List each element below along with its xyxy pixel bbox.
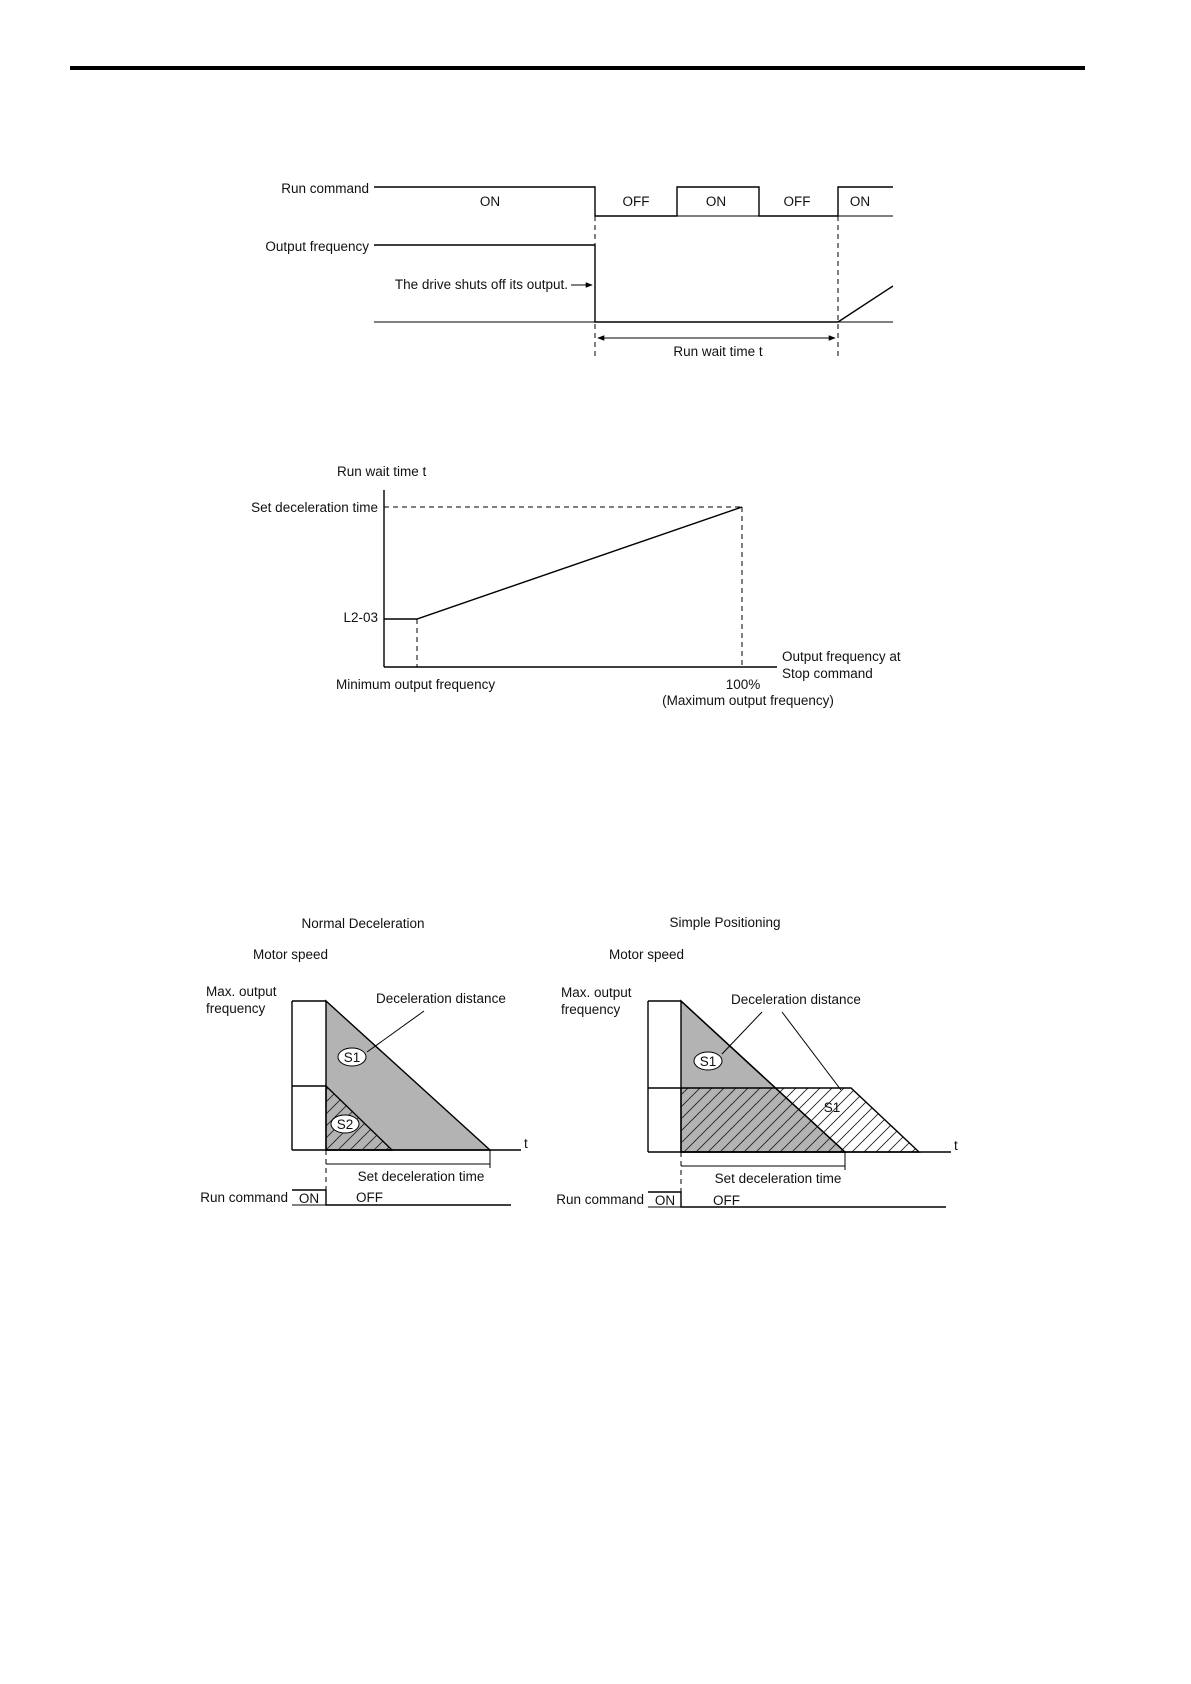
figure-run-wait-graph (251, 464, 901, 708)
figure-run-wait-timing (265, 181, 893, 359)
run-command-label: Run command (281, 181, 369, 196)
simple-max-label-line1: Max. output (561, 985, 632, 1000)
simple-span-label: Set deceleration time (714, 1171, 842, 1186)
simple-run-label: Run command (556, 1192, 644, 1207)
normal-y-axis-label: Motor speed (253, 947, 329, 962)
simple-t-label: t (954, 1138, 958, 1153)
y-axis-label: Run wait time t (337, 464, 427, 479)
segment-on-2: ON (705, 194, 727, 209)
output-frequency-label: Output frequency (265, 239, 369, 254)
simple-callout-leader-2 (782, 1012, 841, 1090)
normal-run-signal (292, 1190, 511, 1205)
output-frequency-ramp (838, 286, 893, 322)
normal-t-label: t (524, 1136, 528, 1151)
normal-span-label: Set deceleration time (357, 1169, 485, 1184)
simple-s1-label-top: S1 (699, 1054, 717, 1069)
segment-on-1: ON (479, 194, 501, 209)
y-low-tick-label: L2-03 (343, 610, 378, 625)
segment-off-2: OFF (783, 194, 811, 209)
simple-hatched-area (681, 1088, 919, 1152)
simple-run-off: OFF (713, 1193, 740, 1208)
simple-run-on: ON (654, 1193, 676, 1208)
simple-run-signal (648, 1192, 946, 1207)
x-max-note: (Maximum output frequency) (662, 693, 834, 708)
run-wait-label: Run wait time t (673, 344, 763, 359)
normal-s2-label: S2 (336, 1117, 354, 1132)
normal-run-label: Run command (200, 1190, 288, 1205)
normal-run-on: ON (298, 1191, 320, 1206)
figure-simple-positioning (556, 915, 958, 1208)
x-max-tick-label: 100% (725, 677, 761, 692)
normal-callout-leader (367, 1011, 424, 1052)
normal-max-label-line2: frequency (206, 1001, 266, 1016)
shutoff-note: The drive shuts off its output. (394, 277, 568, 292)
x-min-tick-label: Minimum output frequency (336, 677, 496, 692)
simple-callout-leader-1 (722, 1012, 762, 1054)
figure-normal-deceleration (200, 916, 528, 1206)
simple-y-axis-label: Motor speed (609, 947, 685, 962)
x-axis-label-line1: Output frequency at (782, 649, 901, 664)
segment-on-3: ON (849, 194, 871, 209)
run-wait-curve (384, 507, 742, 619)
x-axis-label-line2: Stop command (782, 666, 873, 681)
simple-s1-label-bottom: S1 (823, 1100, 841, 1115)
normal-run-off: OFF (356, 1190, 383, 1205)
simple-max-label-line2: frequency (561, 1002, 621, 1017)
normal-callout-label: Deceleration distance (376, 991, 506, 1006)
segment-off-1: OFF (622, 194, 650, 209)
simple-callout-label: Deceleration distance (731, 992, 861, 1007)
y-top-tick-label: Set deceleration time (251, 500, 378, 515)
simple-title: Simple Positioning (669, 915, 781, 930)
normal-max-label-line1: Max. output (206, 984, 277, 999)
normal-s1-label: S1 (343, 1050, 361, 1065)
normal-title: Normal Deceleration (301, 916, 425, 931)
